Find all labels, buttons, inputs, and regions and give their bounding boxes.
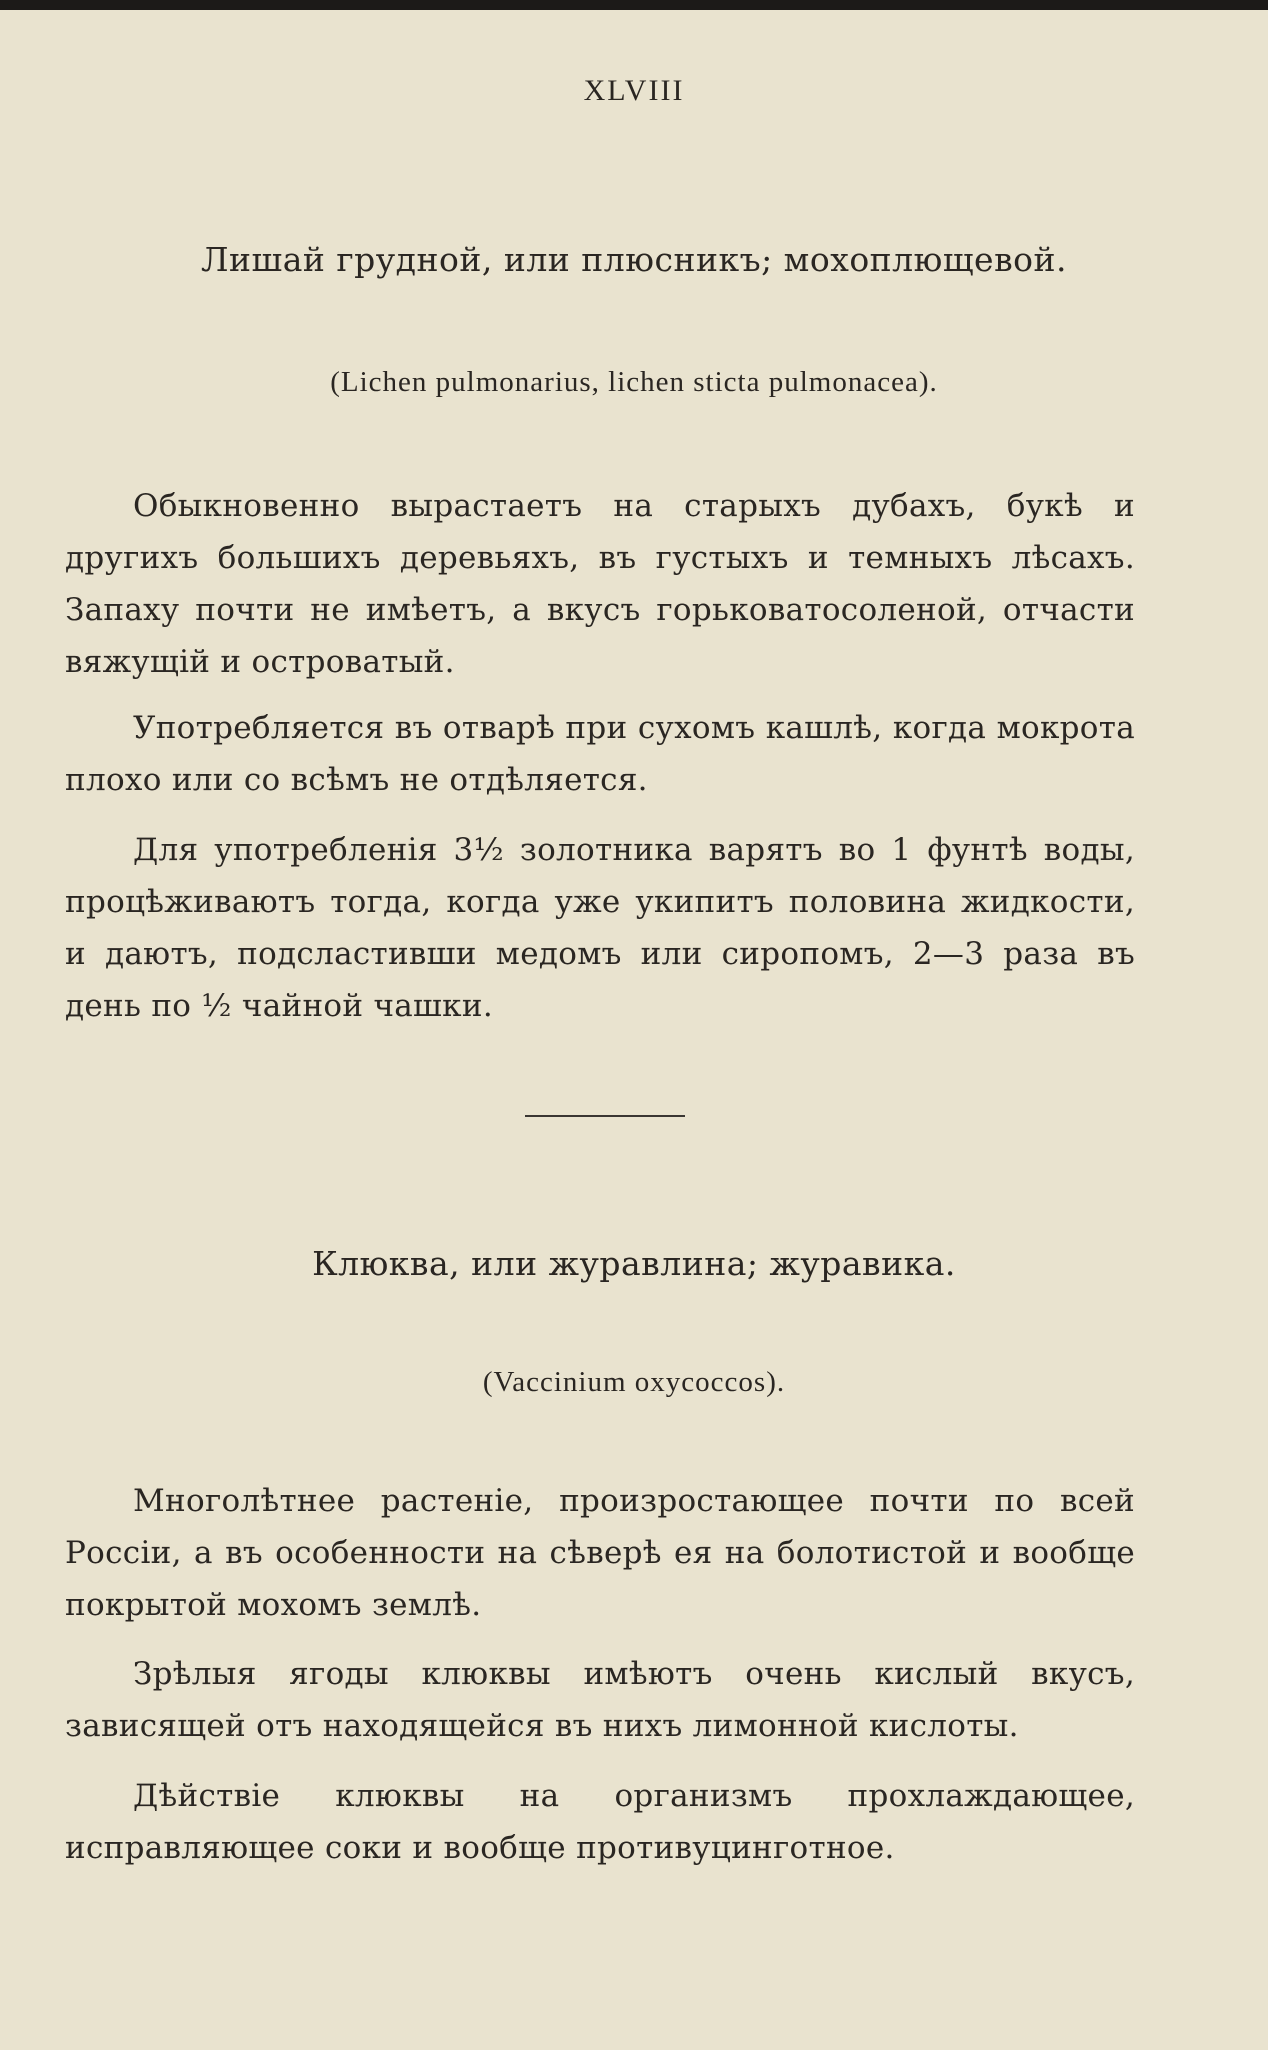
paragraph-cranberry-habitat: Многолѣтнее растеніе, произростающее почти по всей Россіи, а въ особенности на сѣверѣ ея на болотистой и вообще покрытой мохомъ землѣ. — [65, 1483, 1135, 1623]
section-divider — [525, 1115, 685, 1117]
section-title-lichen: Лишай грудной, или плюсникъ; мохоплющевой. — [200, 240, 1068, 279]
paragraph-lichen-dosage: Для употребленія 3½ золотника варятъ во 1 фунтѣ воды, процѣживаютъ тогда, когда уже укипитъ половина жидкости, и даютъ, подсластивши медомъ или сиропомъ, 2—3 раза въ день по ½ чайной чашки. — [65, 832, 1135, 1024]
latin-name-cranberry: (Vaccinium oxycoccos). — [482, 1366, 786, 1398]
section-title-cranberry: Клюква, или журавлина; журавика. — [312, 1244, 956, 1283]
paragraph-lichen-habitat: Обыкновенно вырастаетъ на старыхъ дубахъ, букѣ и другихъ большихъ деревьяхъ, въ густыхъ и темныхъ лѣсахъ. Запаху почти не имѣетъ, а вкусъ горьковатосоленой, отчасти вяжущій и островатый. — [65, 488, 1135, 680]
paragraph-lichen-use: Употребляется въ отварѣ при сухомъ кашлѣ, когда мокрота плохо или со всѣмъ не отдѣляется. — [65, 710, 1135, 798]
paragraph-cranberry-taste: Зрѣлыя ягоды клюквы имѣютъ очень кислый вкусъ, зависящей отъ находящейся въ нихъ лимонной кислоты. — [65, 1656, 1135, 1744]
page-number: XLVIII — [583, 74, 685, 107]
latin-name-lichen: (Lichen pulmonarius, lichen sticta pulmonacea). — [330, 366, 938, 398]
paragraph-cranberry-effect: Дѣйствіе клюквы на организмъ прохлаждающее, исправляющее соки и вообще противуцинготное. — [65, 1778, 1135, 1866]
page-top-edge — [0, 0, 1268, 10]
